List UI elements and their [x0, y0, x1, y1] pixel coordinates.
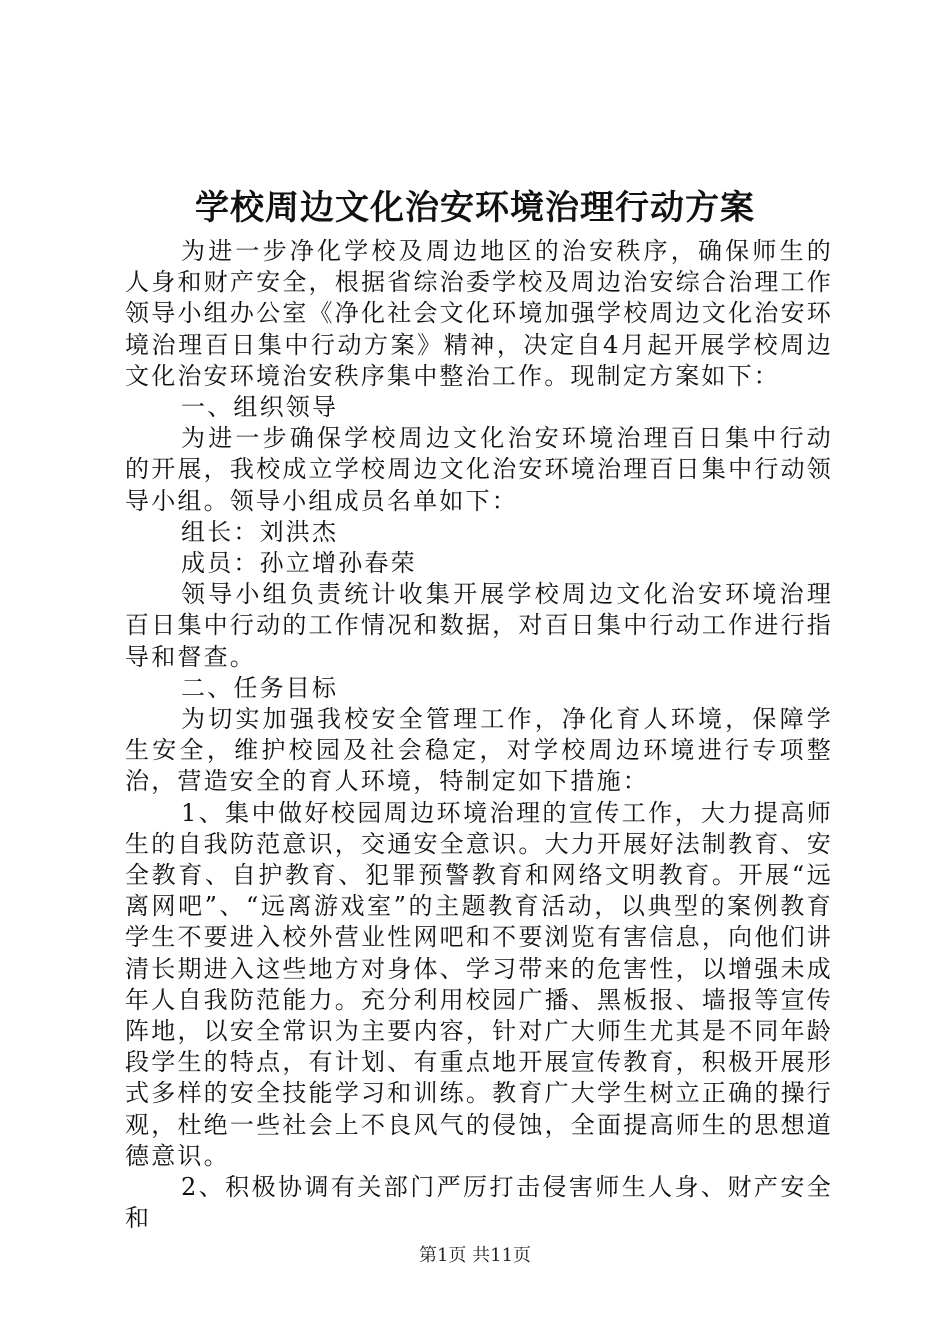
paragraph-measure-1: 1、集中做好校园周边环境治理的宣传工作，大力提高师生的自我防范意识，交通安全意识。大力开展好法制教育、安全教育、自护教育、犯罪预警教育和网络文明教育。开展“远离网吧”、“远离游戏室”的主题教育活动，以典型的案例教育学生不要进入校外营业性网吧和不要浏览有害信息，向他们讲清长期进入这些地方对身体、学习带来的危害性，以增强未成年人自我防范能力。充分利用校园广播、黑板报、墙报等宣传阵地，以安全常识为主要内容，针对广大师生尤其是不同年龄段学生的特点，有计划、有重点地开展宣传教育，积极开展形式多样的安全技能学习和训练。教育广大学生树立正确的操行观，杜绝一些社会上不良风气的侵蚀，全面提高师生的思想道德意识。 [125, 798, 833, 1170]
paragraph-responsibility: 领导小组负责统计收集开展学校周边文化治安环境治理百日集中行动的工作情况和数据，对百日集中行动工作进行指导和督查。 [125, 580, 833, 671]
paragraph-objectives: 为切实加强我校安全管理工作，净化育人环境，保障学生安全，维护校园及社会稳定，对学校周边环境进行专项整治，营造安全的育人环境，特制定如下措施： [125, 705, 833, 796]
document-title: 学校周边文化治安环境治理行动方案 [195, 188, 755, 228]
document-body [125, 236, 833, 1235]
paragraph-intro: 为进一步净化学校及周边地区的治安秩序，确保师生的人身和财产安全，根据省综治委学校及周边治安综合治理工作领导小组办公室《净化社会文化环境加强学校周边文化治安环境治理百日集中行动方案》精神，决定自4月起开展学校周边文化治安环境治安秩序集中整治工作。现制定方案如下： [125, 237, 833, 390]
paragraph-organization: 为进一步确保学校周边文化治安环境治理百日集中行动的开展，我校成立学校周边文化治安环境治理百日集中行动领导小组。领导小组成员名单如下： [125, 424, 833, 515]
heading-organization: 一、组织领导 [181, 393, 339, 422]
paragraph-leader: 组长：刘洪杰 [181, 517, 339, 546]
paragraph-measure-2: 2、积极协调有关部门严厉打击侵害师生人身、财产安全和 [125, 1173, 833, 1233]
page-footer: 第1页 共11页 [418, 1245, 532, 1266]
paragraph-members: 成员：孙立增孙春荣 [181, 549, 417, 578]
heading-objectives: 二、任务目标 [181, 673, 339, 702]
